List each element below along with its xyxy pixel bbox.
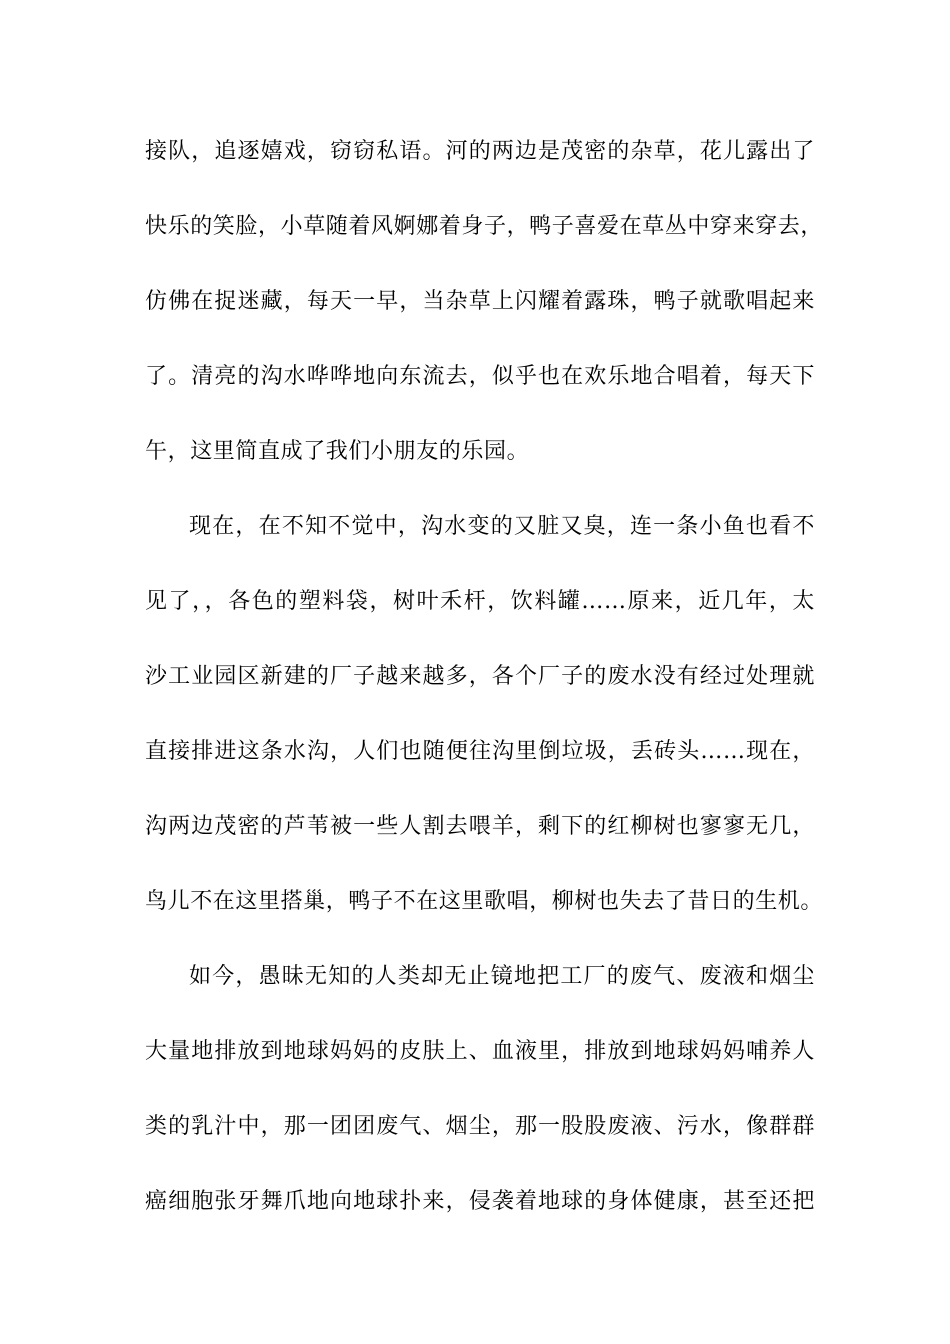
text-line: 快乐的笑脸，小草随着风婀娜着身子，鸭子喜爱在草丛中穿来穿去，	[145, 214, 824, 239]
text-line: 大量地排放到地球妈妈的皮肤上、血液里，排放到地球妈妈哺养人	[145, 1039, 815, 1064]
text-line: 癌细胞张牙舞爪地向地球扑来，侵袭着地球的身体健康，甚至还把	[145, 1189, 815, 1214]
text-line: 现在，在不知不觉中，沟水变的又脏又臭，连一条小鱼也看不	[189, 514, 815, 539]
text-line: 类的乳汁中，那一团团废气、烟尘，那一股股废液、污水，像群群	[145, 1114, 815, 1139]
text-line: 鸟儿不在这里搭巢，鸭子不在这里歌唱，柳树也失去了昔日的生机。	[145, 889, 824, 914]
text-line: 沟两边茂密的芦苇被一些人割去喂羊，剩下的红柳树也寥寥无几，	[145, 814, 815, 839]
text-line: 见了，，各色的塑料袋，树叶禾杆，饮料罐……原来，近几年，太	[145, 589, 815, 614]
text-line: 沙工业园区新建的厂子越来越多，各个厂子的废水没有经过处理就	[145, 664, 815, 689]
text-line: 午，这里简直成了我们小朋友的乐园。	[145, 439, 530, 464]
text-line: 接队，追逐嬉戏，窃窃私语。河的两边是茂密的杂草，花儿露出了	[145, 139, 815, 164]
text-line: 直接排进这条水沟，人们也随便往沟里倒垃圾，丢砖头……现在，	[145, 739, 815, 764]
text-line: 仿佛在捉迷藏，每天一早，当杂草上闪耀着露珠，鸭子就歌唱起来	[145, 289, 815, 314]
text-line: 如今，愚昧无知的人类却无止镜地把工厂的废气、废液和烟尘	[189, 964, 815, 989]
text-line: 了。清亮的沟水哗哗地向东流去，似乎也在欢乐地合唱着，每天下	[145, 364, 815, 389]
